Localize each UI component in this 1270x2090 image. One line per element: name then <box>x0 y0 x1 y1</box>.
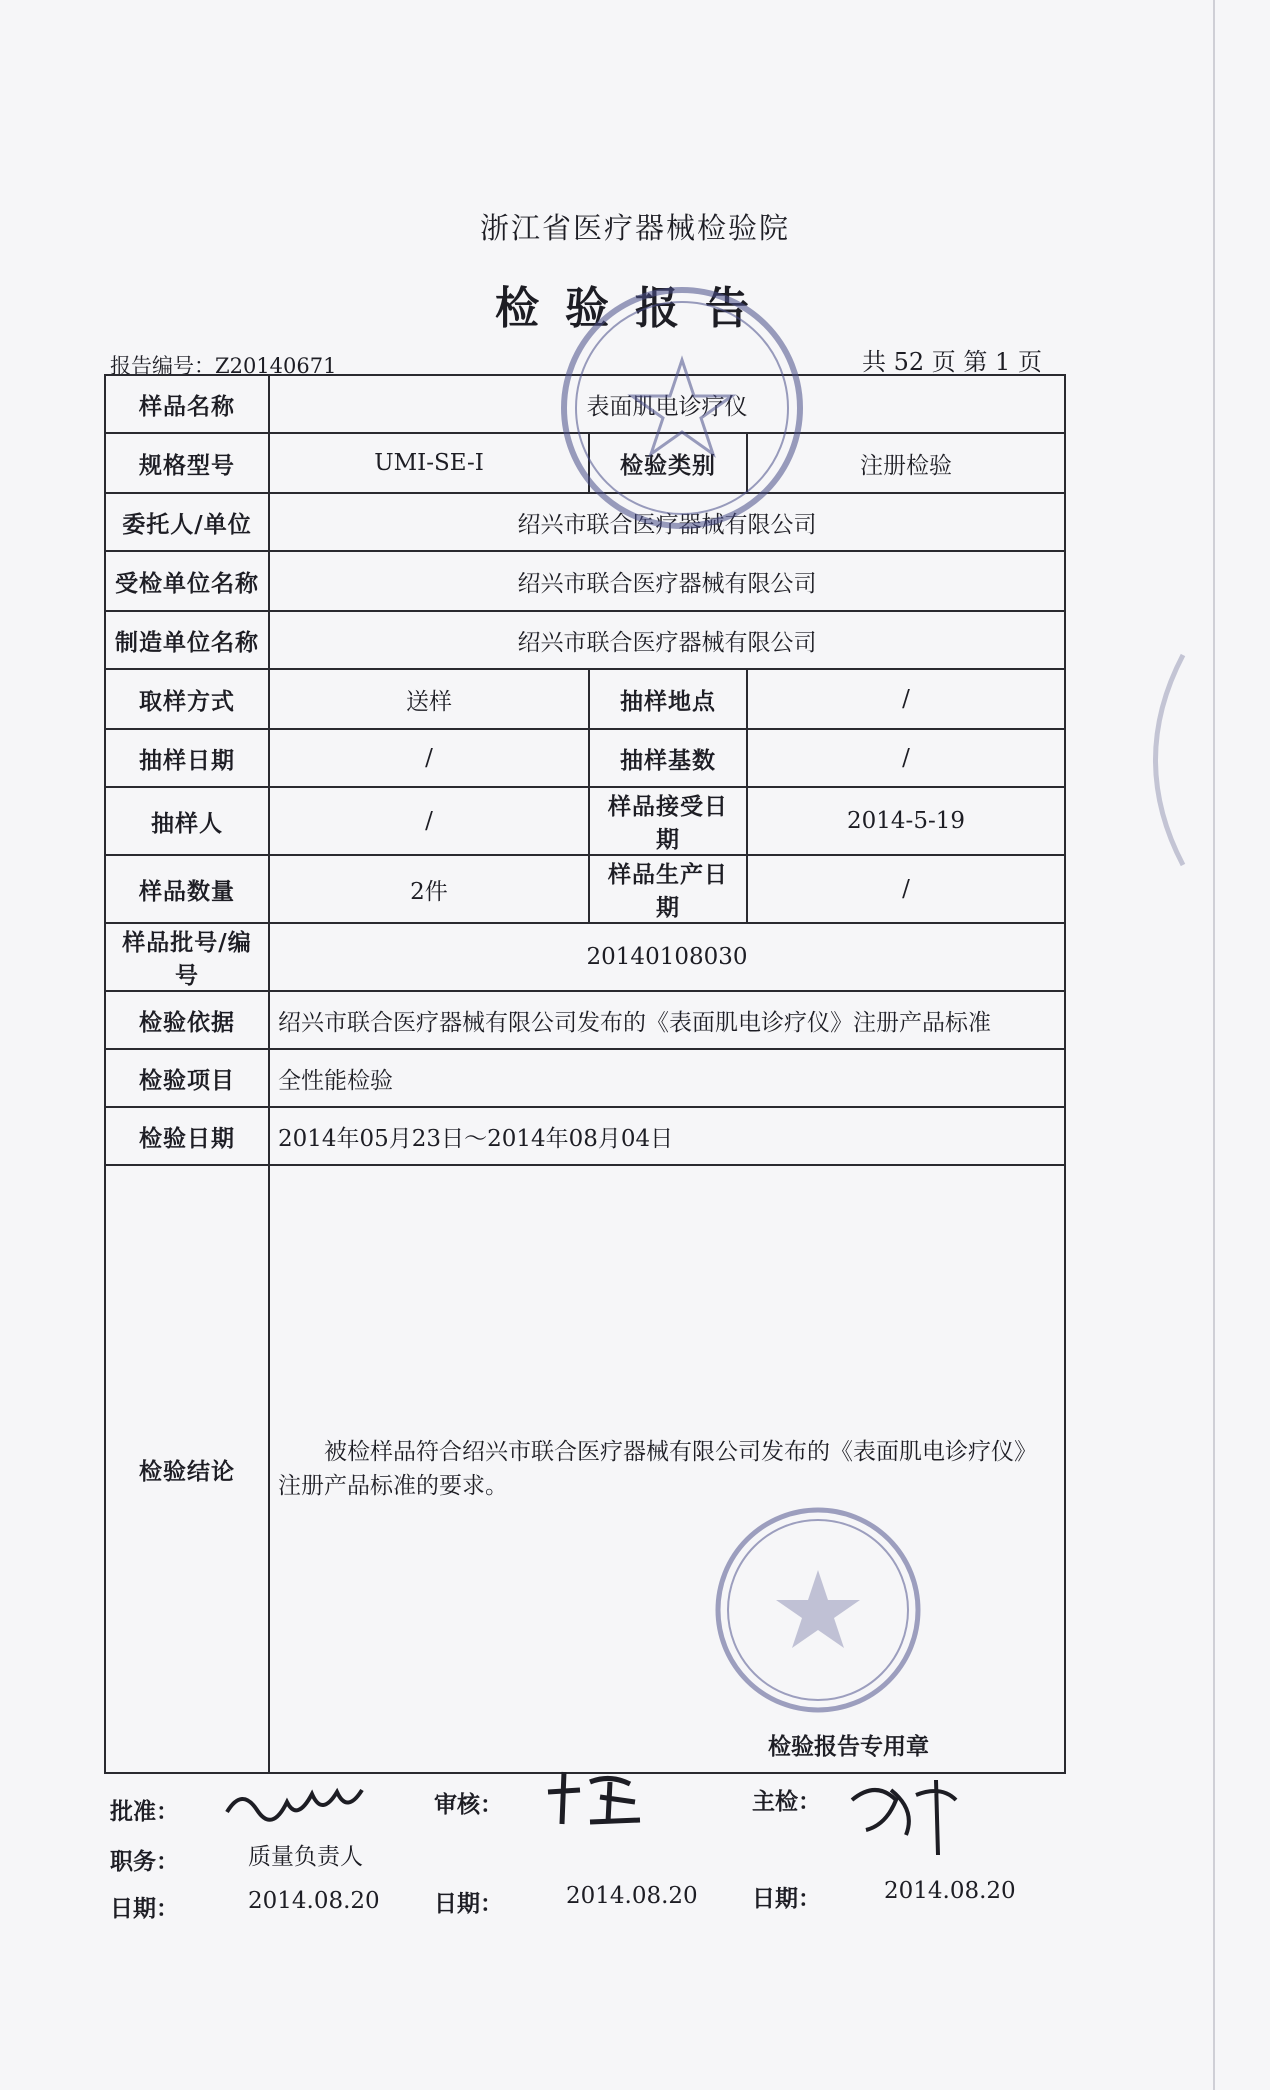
table-row <box>105 855 1065 923</box>
table-row <box>105 611 1065 669</box>
review-label: 审核： <box>434 1791 503 1818</box>
page-count: 共 52 页 第 1 页 <box>862 348 1042 376</box>
table-row <box>105 1107 1065 1165</box>
batch-value: 20140108030 <box>269 923 1065 991</box>
receipt-date-value: 2014-5-19 <box>747 787 1065 855</box>
quantity-label: 样品数量 <box>105 855 269 923</box>
dates-value: 2014年05月23日～2014年08月04日 <box>269 1107 1065 1165</box>
seal-label: 检验报告专用章 <box>768 1733 929 1760</box>
production-date-value: / <box>747 855 1065 923</box>
sampler-value: / <box>269 787 589 855</box>
table-row <box>105 551 1065 611</box>
client-value: 绍兴市联合医疗器械有限公司 <box>269 493 1065 551</box>
table-row <box>105 729 1065 787</box>
sampling-date-value: / <box>269 729 589 787</box>
sampling-location-value: / <box>747 669 1065 729</box>
table-row <box>105 787 1065 855</box>
sampling-location-label: 抽样地点 <box>589 669 747 729</box>
review-date-value: 2014.08.20 <box>566 1883 698 1909</box>
position-value: 质量负责人 <box>248 1844 363 1870</box>
basis-label: 检验依据 <box>105 991 269 1049</box>
manufacturer-label: 制造单位名称 <box>105 611 269 669</box>
sampling-method-label: 取样方式 <box>105 669 269 729</box>
sampler-label: 抽样人 <box>105 787 269 855</box>
institute-name: 浙江省医疗器械检验院 <box>479 211 790 245</box>
sampling-date-label: 抽样日期 <box>105 729 269 787</box>
sampling-base-value: / <box>747 729 1065 787</box>
receipt-date-label: 样品接受日期 <box>589 787 747 855</box>
items-value: 全性能检验 <box>269 1049 1065 1107</box>
dates-label: 检验日期 <box>105 1107 269 1165</box>
inspected-unit-label: 受检单位名称 <box>105 551 269 611</box>
report-title: 检验报告 <box>495 283 775 334</box>
sample-name-label: 样品名称 <box>105 375 269 433</box>
position-label: 职务： <box>110 1848 179 1875</box>
sample-name-value: 表面肌电诊疗仪 <box>269 375 1065 433</box>
items-label: 检验项目 <box>105 1049 269 1107</box>
report-number: 报告编号：Z20140671 <box>110 354 337 378</box>
conclusion-value: 被检样品符合绍兴市联合医疗器械有限公司发布的《表面肌电诊疗仪》注册产品标准的要求。 <box>269 1165 1065 1773</box>
quantity-value: 2件 <box>269 855 589 923</box>
approve-date-value: 2014.08.20 <box>248 1888 380 1914</box>
table-row <box>105 1049 1065 1107</box>
table-row <box>105 923 1065 991</box>
inspected-unit-value: 绍兴市联合医疗器械有限公司 <box>269 551 1065 611</box>
chief-date-value: 2014.08.20 <box>884 1878 1016 1904</box>
conclusion-label: 检验结论 <box>105 1165 269 1773</box>
manufacturer-value: 绍兴市联合医疗器械有限公司 <box>269 611 1065 669</box>
chief-label: 主检： <box>752 1788 821 1815</box>
company-seal-stamp <box>556 282 808 534</box>
edge-seal-fragment <box>1128 650 1188 870</box>
model-label: 规格型号 <box>105 433 269 493</box>
table-row <box>105 669 1065 729</box>
inspection-seal-stamp <box>712 1504 924 1716</box>
production-date-label: 样品生产日期 <box>589 855 747 923</box>
inspection-type-label: 检验类别 <box>589 433 747 493</box>
table-row <box>105 991 1065 1049</box>
chief-date-label: 日期： <box>752 1885 821 1912</box>
sampling-method-value: 送样 <box>269 669 589 729</box>
approve-label: 批准： <box>110 1798 179 1825</box>
inspection-type-value: 注册检验 <box>747 433 1065 493</box>
model-value: UMI-SE-Ⅰ <box>269 433 589 493</box>
client-label: 委托人/单位 <box>105 493 269 551</box>
sampling-base-label: 抽样基数 <box>589 729 747 787</box>
batch-label: 样品批号/编号 <box>105 923 269 991</box>
basis-value: 绍兴市联合医疗器械有限公司发布的《表面肌电诊疗仪》注册产品标准 <box>269 991 1065 1049</box>
approve-date-label: 日期： <box>110 1895 179 1922</box>
review-date-label: 日期： <box>434 1890 503 1917</box>
